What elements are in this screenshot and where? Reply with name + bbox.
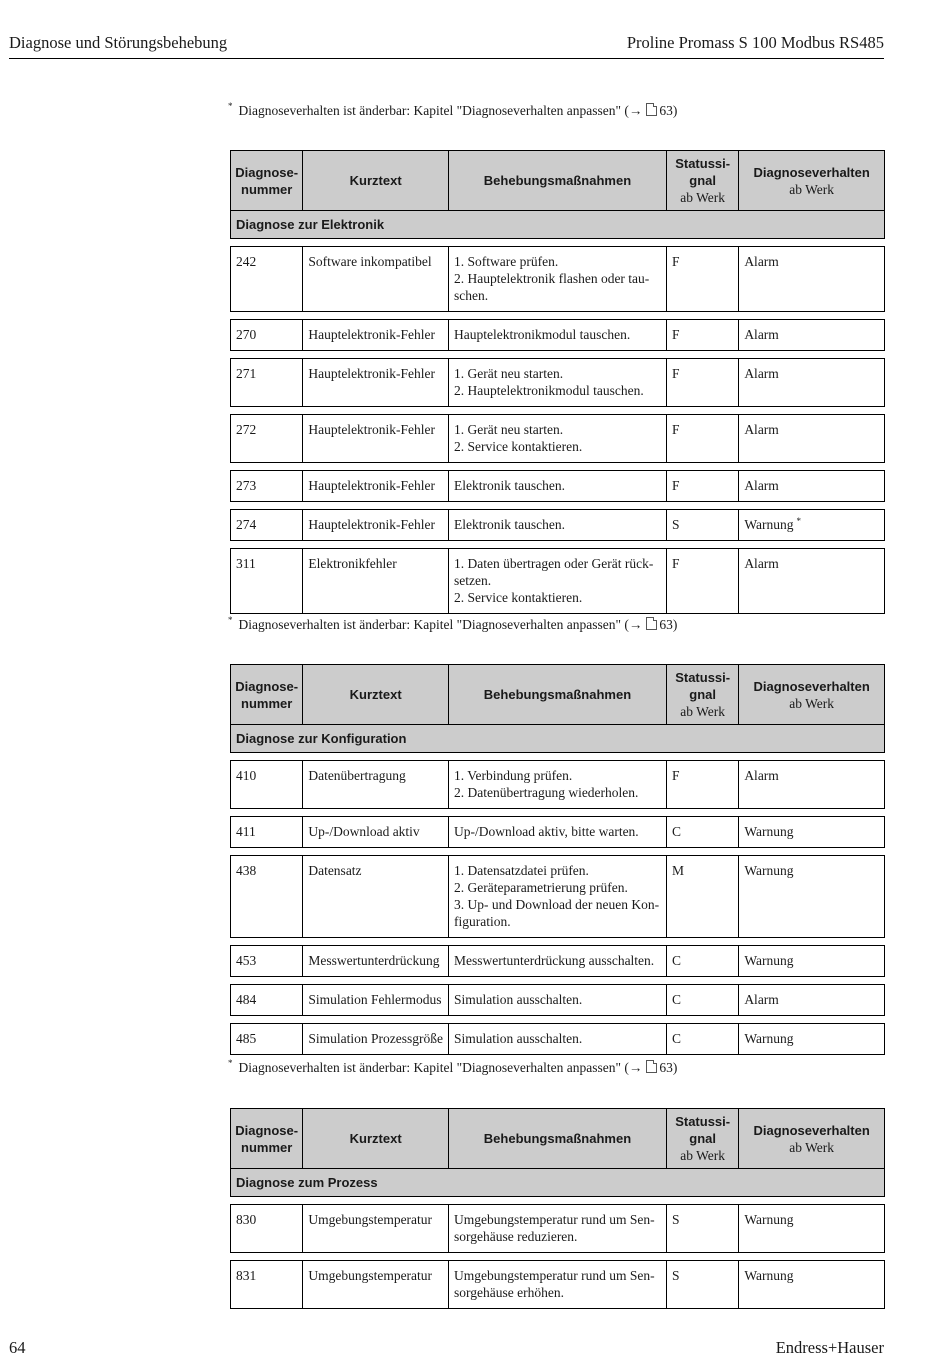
row-gap	[231, 1253, 885, 1261]
page-number: 64	[9, 1338, 26, 1357]
cell-status: F	[666, 549, 738, 614]
footnote-marker: *	[228, 615, 233, 625]
table-row	[231, 549, 885, 614]
cell-status: C	[666, 985, 738, 1016]
row-gap	[231, 312, 885, 320]
diagnostic-table	[230, 150, 885, 614]
section-title: Diagnose zum Prozess	[231, 1169, 885, 1197]
footnote-diagnostic-behavior	[228, 103, 677, 119]
cell-number: 830	[231, 1205, 303, 1253]
measure-line: Umgebungstemperatur rund um Sen-	[453, 1212, 655, 1227]
cell-verhalten	[739, 856, 885, 938]
footnote-marker: *	[228, 101, 233, 111]
measure-line: setzen.	[453, 573, 492, 588]
table-row	[231, 1261, 885, 1309]
cell-kurztext: Elektronikfehler	[303, 549, 449, 614]
cell-kurztext: Software inkompatibel	[303, 247, 449, 312]
col-header-massnahmen: Behebungsmaßnahmen	[448, 665, 666, 725]
col-header-number-line1: Diagnose-	[235, 164, 299, 180]
table-row	[231, 761, 885, 809]
measure-line: schen.	[453, 288, 489, 303]
col-header-number-line1: Diagnose-	[235, 678, 299, 694]
cell-verhalten	[739, 359, 885, 407]
footer-brand: Endress+Hauser	[775, 1338, 884, 1357]
behavior-text: Warnung	[744, 1212, 794, 1227]
behavior-text: Warnung	[744, 863, 794, 878]
col-header-kurztext: Kurztext	[303, 665, 449, 725]
measure-line: 2. Geräteparametrierung prüfen.	[453, 880, 628, 895]
row-gap	[231, 977, 885, 985]
footnote-page-ref: 63)	[659, 617, 678, 632]
cell-massnahmen	[448, 1024, 666, 1055]
col-header-status-line2: gnal	[689, 173, 717, 188]
behavior-text: Alarm	[744, 366, 779, 381]
col-header-verhalten	[739, 1109, 885, 1169]
row-gap	[231, 239, 885, 247]
cell-kurztext: Hauptelektronik-Fehler	[303, 510, 449, 541]
footnote-diagnostic-behavior	[228, 1060, 677, 1076]
measure-line: 3. Up- und Download der neuen Kon-	[453, 897, 660, 912]
col-header-verhalten	[739, 665, 885, 725]
table-row	[231, 247, 885, 312]
col-header-status	[666, 1109, 738, 1169]
cell-massnahmen	[448, 415, 666, 463]
cell-kurztext: Datenübertragung	[303, 761, 449, 809]
col-header-number-line2: nummer	[241, 695, 293, 711]
cell-status: C	[666, 817, 738, 848]
measure-line: 2. Hauptelektronik flashen oder tau-	[453, 271, 650, 286]
diagnostic-table	[230, 1108, 885, 1309]
measure-line: 1. Verbindung prüfen.	[453, 768, 573, 783]
cell-kurztext: Simulation Fehlermodus	[303, 985, 449, 1016]
cell-verhalten	[739, 761, 885, 809]
cell-kurztext: Simulation Prozessgröße	[303, 1024, 449, 1055]
cell-massnahmen	[448, 247, 666, 312]
page-reference-icon	[646, 1060, 657, 1073]
table-row	[231, 1205, 885, 1253]
behavior-text: Warnung	[744, 953, 794, 968]
footnote-text: Diagnoseverhalten ist änderbar: Kapitel "Diagnoseverhalten anpassen" (	[238, 1060, 629, 1075]
table-row	[231, 320, 885, 351]
cell-number: 272	[231, 415, 303, 463]
cell-massnahmen	[448, 549, 666, 614]
cell-kurztext: Hauptelektronik-Fehler	[303, 415, 449, 463]
cell-massnahmen	[448, 761, 666, 809]
cell-kurztext: Umgebungstemperatur	[303, 1205, 449, 1253]
row-gap	[231, 407, 885, 415]
col-header-massnahmen: Behebungsmaßnahmen	[448, 151, 666, 211]
behavior-text: Alarm	[744, 478, 779, 493]
cell-verhalten	[739, 985, 885, 1016]
cell-number: 485	[231, 1024, 303, 1055]
row-gap	[231, 541, 885, 549]
cell-status: S	[666, 1261, 738, 1309]
cell-verhalten	[739, 415, 885, 463]
col-header-status	[666, 151, 738, 211]
cell-verhalten	[739, 1205, 885, 1253]
footnote-text: Diagnoseverhalten ist änderbar: Kapitel "Diagnoseverhalten anpassen" (	[238, 617, 629, 632]
behavior-text: Alarm	[744, 254, 779, 269]
page-reference-icon	[646, 617, 657, 630]
measure-line: Elektronik tauschen.	[453, 517, 565, 532]
col-header-status-sub: ab Werk	[680, 190, 726, 205]
cell-status: F	[666, 761, 738, 809]
measure-line: 2. Service kontaktieren.	[453, 439, 583, 454]
table-row	[231, 817, 885, 848]
footnote-marker: *	[796, 516, 801, 526]
row-gap	[231, 1197, 885, 1205]
col-header-verhalten-sub: ab Werk	[789, 695, 835, 711]
cell-massnahmen	[448, 359, 666, 407]
col-header-status-sub: ab Werk	[680, 1148, 726, 1163]
cell-massnahmen	[448, 946, 666, 977]
measure-line: sorgehäuse reduzieren.	[453, 1229, 578, 1244]
section-row	[231, 1169, 885, 1197]
cell-verhalten	[739, 1024, 885, 1055]
col-header-status-line2: gnal	[689, 1131, 717, 1146]
behavior-text: Alarm	[744, 768, 779, 783]
row-gap	[231, 463, 885, 471]
cell-verhalten	[739, 946, 885, 977]
cell-massnahmen	[448, 510, 666, 541]
section-row	[231, 211, 885, 239]
measure-line: Simulation ausschalten.	[453, 992, 583, 1007]
col-header-verhalten-sub: ab Werk	[789, 181, 835, 197]
measure-line: Elektronik tauschen.	[453, 478, 565, 493]
cell-status: F	[666, 415, 738, 463]
col-header-verhalten-main: Diagnoseverhalten	[753, 164, 870, 180]
header-rule	[9, 58, 884, 59]
behavior-text: Alarm	[744, 327, 779, 342]
cell-kurztext: Hauptelektronik-Fehler	[303, 471, 449, 502]
cell-status: M	[666, 856, 738, 938]
row-gap	[231, 809, 885, 817]
cell-number: 831	[231, 1261, 303, 1309]
col-header-number-line2: nummer	[241, 1139, 293, 1155]
row-gap	[231, 753, 885, 761]
table-row	[231, 946, 885, 977]
col-header-status-line1: Statussi-	[675, 1114, 731, 1129]
cell-status: F	[666, 471, 738, 502]
col-header-verhalten-main: Diagnoseverhalten	[753, 1122, 870, 1138]
col-header-status-sub: ab Werk	[680, 704, 726, 719]
cell-number: 410	[231, 761, 303, 809]
cell-massnahmen	[448, 817, 666, 848]
section-title: Diagnose zur Konfiguration	[231, 725, 885, 753]
measure-line: 2. Hauptelektronikmodul tauschen.	[453, 383, 644, 398]
measure-line: Umgebungstemperatur rund um Sen-	[453, 1268, 655, 1283]
cell-number: 438	[231, 856, 303, 938]
cell-kurztext: Hauptelektronik-Fehler	[303, 359, 449, 407]
cell-kurztext: Umgebungstemperatur	[303, 1261, 449, 1309]
section-row	[231, 725, 885, 753]
running-header-chapter: Diagnose und Störungsbehebung	[9, 33, 228, 52]
row-gap	[231, 351, 885, 359]
cell-number: 453	[231, 946, 303, 977]
cell-massnahmen	[448, 320, 666, 351]
col-header-number-line1: Diagnose-	[235, 1122, 299, 1138]
measure-line: 1. Datensatzdatei prüfen.	[453, 863, 589, 878]
arrow-right-icon: →	[628, 1060, 643, 1075]
table-row	[231, 985, 885, 1016]
measure-line: 1. Software prüfen.	[453, 254, 559, 269]
behavior-text: Alarm	[744, 422, 779, 437]
cell-number: 274	[231, 510, 303, 541]
behavior-text: Warnung	[744, 517, 794, 532]
cell-kurztext: Hauptelektronik-Fehler	[303, 320, 449, 351]
table-row	[231, 471, 885, 502]
behavior-text: Warnung	[744, 824, 794, 839]
table-row	[231, 856, 885, 938]
cell-kurztext: Datensatz	[303, 856, 449, 938]
measure-line: sorgehäuse erhöhen.	[453, 1285, 564, 1300]
cell-verhalten	[739, 817, 885, 848]
row-gap	[231, 1016, 885, 1024]
col-header-status	[666, 665, 738, 725]
arrow-right-icon: →	[628, 103, 643, 118]
col-header-status-line2: gnal	[689, 687, 717, 702]
table-row	[231, 359, 885, 407]
row-gap	[231, 502, 885, 510]
cell-status: F	[666, 320, 738, 351]
behavior-text: Alarm	[744, 992, 779, 1007]
measure-line: 1. Gerät neu starten.	[453, 366, 564, 381]
cell-status: S	[666, 1205, 738, 1253]
footnote-page-ref: 63)	[659, 103, 678, 118]
cell-status: C	[666, 946, 738, 977]
col-header-status-line1: Statussi-	[675, 670, 731, 685]
measure-line: 1. Daten übertragen oder Gerät rück-	[453, 556, 654, 571]
cell-status: S	[666, 510, 738, 541]
row-gap	[231, 938, 885, 946]
footnote-text: Diagnoseverhalten ist änderbar: Kapitel "Diagnoseverhalten anpassen" (	[238, 103, 629, 118]
footnote-diagnostic-behavior	[228, 617, 677, 633]
cell-kurztext: Up-/Download aktiv	[303, 817, 449, 848]
cell-massnahmen	[448, 1205, 666, 1253]
footnote-page-ref: 63)	[659, 1060, 678, 1075]
behavior-text: Warnung	[744, 1031, 794, 1046]
footnote-marker: *	[228, 1058, 233, 1068]
cell-verhalten	[739, 510, 885, 541]
cell-number: 270	[231, 320, 303, 351]
table-header-row	[231, 1109, 885, 1169]
measure-line: Messwertunterdrückung ausschalten.	[453, 953, 655, 968]
measure-line: figuration.	[453, 914, 511, 929]
col-header-kurztext: Kurztext	[303, 1109, 449, 1169]
table-row	[231, 510, 885, 541]
col-header-massnahmen: Behebungsmaßnahmen	[448, 1109, 666, 1169]
cell-verhalten	[739, 247, 885, 312]
cell-massnahmen	[448, 856, 666, 938]
col-header-verhalten-sub: ab Werk	[789, 1139, 835, 1155]
behavior-text: Alarm	[744, 556, 779, 571]
cell-status: C	[666, 1024, 738, 1055]
page-reference-icon	[646, 103, 657, 116]
measure-line: 2. Service kontaktieren.	[453, 590, 583, 605]
cell-kurztext: Messwertunterdrückung	[303, 946, 449, 977]
measure-line: 1. Gerät neu starten.	[453, 422, 564, 437]
col-header-verhalten-main: Diagnoseverhalten	[753, 678, 870, 694]
cell-massnahmen	[448, 1261, 666, 1309]
table-row	[231, 415, 885, 463]
running-header-product: Proline Promass S 100 Modbus RS485	[626, 33, 884, 52]
table-header-row	[231, 151, 885, 211]
cell-number: 484	[231, 985, 303, 1016]
col-header-number	[231, 151, 303, 211]
arrow-right-icon: →	[628, 617, 643, 632]
cell-status: F	[666, 359, 738, 407]
cell-number: 242	[231, 247, 303, 312]
cell-number: 273	[231, 471, 303, 502]
table-header-row	[231, 665, 885, 725]
cell-verhalten	[739, 549, 885, 614]
col-header-kurztext: Kurztext	[303, 151, 449, 211]
measure-line: Simulation ausschalten.	[453, 1031, 583, 1046]
col-header-status-line1: Statussi-	[675, 156, 731, 171]
cell-massnahmen	[448, 471, 666, 502]
row-gap	[231, 848, 885, 856]
cell-number: 271	[231, 359, 303, 407]
table-row	[231, 1024, 885, 1055]
diagnostic-table	[230, 664, 885, 1055]
section-title: Diagnose zur Elektronik	[231, 211, 885, 239]
cell-number: 311	[231, 549, 303, 614]
cell-massnahmen	[448, 985, 666, 1016]
cell-status: F	[666, 247, 738, 312]
cell-verhalten	[739, 320, 885, 351]
cell-number: 411	[231, 817, 303, 848]
col-header-verhalten	[739, 151, 885, 211]
col-header-number	[231, 665, 303, 725]
measure-line: Hauptelektronikmodul tauschen.	[453, 327, 631, 342]
col-header-number-line2: nummer	[241, 181, 293, 197]
cell-verhalten	[739, 1261, 885, 1309]
behavior-text: Warnung	[744, 1268, 794, 1283]
cell-verhalten	[739, 471, 885, 502]
measure-line: Up-/Download aktiv, bitte warten.	[453, 824, 639, 839]
measure-line: 2. Datenübertragung wiederholen.	[453, 785, 639, 800]
col-header-number	[231, 1109, 303, 1169]
